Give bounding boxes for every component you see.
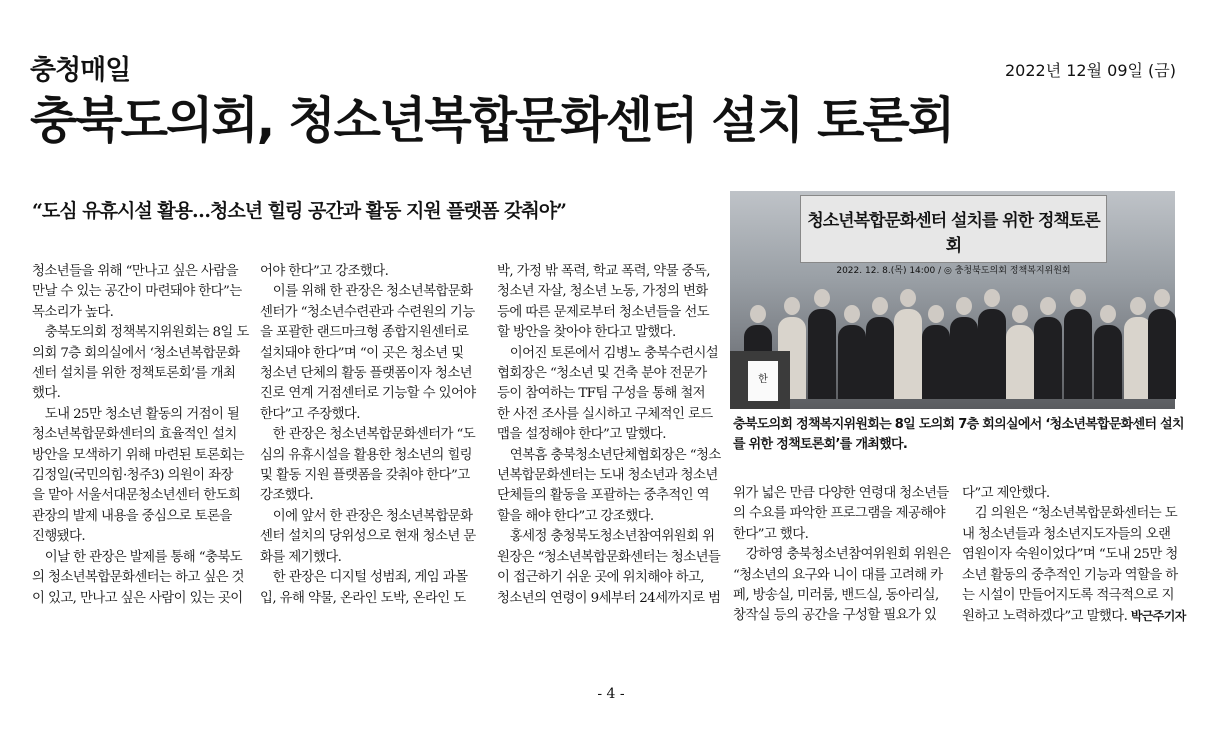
article-line: 심의 유휴시설을 활용한 청소년의 힐링 (260, 447, 472, 463)
article-line: 청소년의 연령이 9세부터 24세까지로 범 (497, 590, 721, 606)
article-line: 맵을 설정해야 한다”고 말했다. (497, 427, 666, 443)
person-head (844, 305, 860, 323)
article-line: 등이 참여하는 TF팀 구성을 통해 철저 (497, 386, 705, 402)
article-line: 청소년 단체의 활동 플랫폼이자 청소년 (260, 366, 472, 382)
article-line: 을 맡아 서울서대문청소년센터 한도희 (32, 488, 241, 504)
article-line: 한 관장은 디지털 성범죄, 게임 과몰 (260, 570, 468, 586)
person-figure (1094, 325, 1122, 399)
person-figure (808, 309, 836, 399)
article-line: 소년 활동의 중추적인 기능과 역할을 하 (962, 567, 1178, 583)
person-figure (838, 325, 866, 399)
article-line: 방안을 모색하기 위해 마련된 토론회는 (32, 447, 244, 463)
article-line: 센터 설치의 당위성으로 현재 청소년 문 (260, 529, 476, 545)
publication-date: 2022년 12월 09일 (금) (1004, 61, 1176, 80)
article-line: 년복합문화센터는 도내 청소년과 청소년 (497, 468, 718, 484)
person-figure (1006, 325, 1034, 399)
article-line: 한다”고 주장했다. (260, 406, 360, 422)
article-line: 내 청소년들과 청소년지도자들의 오랜 (962, 526, 1171, 542)
newspaper-name: 충청매일 (30, 55, 131, 86)
article-line: 김정일(국민의힘·청주3) 의원이 좌장 (32, 468, 233, 484)
person-head (956, 297, 972, 315)
person-head (1040, 297, 1056, 315)
article-line: 협회장은 “청소년 및 건축 분야 전문가 (497, 366, 707, 382)
name-sign: 한 (748, 361, 778, 401)
article-line: 다”고 제안했다. (962, 486, 1050, 501)
banner-subtitle: 2022. 12. 8.(목) 14:00 / ◎ 충청북도의회 정책복지위원회 (836, 266, 1071, 276)
article-line: 을 포괄한 랜드마크형 종합지원센터로 (260, 325, 469, 341)
article-line: 김 의원은 “청소년복합문화센터는 도 (962, 506, 1178, 522)
article-line: 센터 설치를 위한 정책토론회’를 개최 (32, 366, 236, 382)
person-head (984, 289, 1000, 307)
page-number: - 4 - (597, 686, 625, 702)
person-figure (1034, 317, 1062, 399)
article-line: 할 방안을 찾아야 한다고 말했다. (497, 325, 676, 341)
person-head (1154, 289, 1170, 307)
article-line: 이 있고, 만나고 싶은 사람이 있는 곳이 (32, 590, 243, 606)
article-line: 한 사전 조사를 실시하고 구체적인 로드 (497, 406, 713, 422)
article-line: 염원이자 숙원이었다”며 “도내 25만 청 (962, 547, 1178, 563)
article-line: 청소년들을 위해 “만나고 싶은 사람을 (32, 264, 238, 279)
article-line: 및 활동 지원 플랫폼을 갖춰야 한다”고 (260, 468, 470, 484)
person-figure (894, 309, 922, 399)
article-line: 이를 위해 한 관장은 청소년복합문화 (260, 284, 473, 300)
article-line: 도내 25만 청소년 활동의 거점이 될 (32, 406, 240, 422)
news-photo (730, 191, 1175, 409)
person-figure (866, 317, 894, 399)
article-line: 이날 한 관장은 발제를 통해 “충북도 (32, 549, 243, 565)
article-line: 원장은 “청소년복합문화센터는 청소년들 (497, 549, 721, 565)
person-head (1100, 305, 1116, 323)
person-figure (1064, 309, 1092, 399)
group-of-people (738, 259, 1168, 399)
article-line: 진로 연계 거점센터로 기능할 수 있어야 (260, 386, 476, 402)
photo-caption (733, 415, 1184, 455)
article-line: 진행됐다. (32, 529, 85, 545)
article-line: 한 관장은 청소년복합문화센터가 “도 (260, 427, 476, 443)
article-line: 원하고 노력하겠다”고 말했다. 박근주기자 (962, 609, 1186, 625)
article-line: 의 청소년복합문화센터는 하고 싶은 것 (32, 570, 244, 586)
person-figure (922, 325, 950, 399)
article-line: 했다. (32, 386, 61, 402)
person-head (1070, 289, 1086, 307)
article-line: 만날 수 있는 공간이 마련돼야 한다”는 (32, 284, 242, 300)
person-head (928, 305, 944, 323)
article-column-4 (733, 484, 951, 627)
person-figure (1148, 309, 1176, 399)
photo-banner (800, 195, 1107, 276)
article-line: 창작실 등의 공간을 구성할 필요가 있 (733, 608, 937, 624)
article-line: 박, 가정 밖 폭력, 학교 폭력, 약물 중독, (497, 264, 710, 279)
article-line: 화를 제기했다. (260, 549, 342, 565)
article-line: 위가 넓은 만큼 다양한 연령대 청소년들 (733, 486, 949, 501)
article-line: “청소년의 요구와 니이 대를 고려해 카 (733, 567, 943, 583)
article-line: 목소리가 높다. (32, 304, 114, 320)
article-line: 페, 방송실, 미러룸, 밴드실, 동아리실, (733, 588, 939, 604)
caption-line: 충북도의회 정책복지위원회는 8일 도의회 7층 회의실에서 ‘청소년복합문화센터 설치 (733, 417, 1184, 432)
article-line: 이어진 토론에서 김병노 충북수련시설 (497, 345, 719, 361)
article-line: 등에 따른 문제로부터 청소년들을 선도 (497, 304, 709, 320)
article-line: 충북도의회 정책복지위원회는 8일 도 (32, 325, 249, 341)
person-head (1130, 297, 1146, 315)
article-column-3 (497, 262, 721, 609)
article-line: 할을 해야 한다”고 강조했다. (497, 508, 654, 524)
person-head (814, 289, 830, 307)
person-figure (978, 309, 1006, 399)
person-head (784, 297, 800, 315)
article-line: 이에 앞서 한 관장은 청소년복합문화 (260, 508, 473, 524)
article-line: 이 접근하기 쉬운 곳에 위치해야 하고, (497, 570, 704, 586)
article-column-5 (962, 484, 1186, 628)
person-figure (950, 317, 978, 399)
article-line: 의회 7층 회의실에서 ‘청소년복합문화 (32, 345, 240, 361)
person-head (872, 297, 888, 315)
article-line: 청소년복합문화센터의 효율적인 설치 (32, 427, 237, 443)
person-head (900, 289, 916, 307)
article-line: 어야 한다”고 강조했다. (260, 264, 389, 279)
article-line: 홍세정 충청북도청소년참여위원회 위 (497, 529, 715, 545)
person-head (750, 305, 766, 323)
article-line: 센터가 “청소년수련관과 수련원의 기능 (260, 304, 475, 320)
article-line: 청소년 자살, 청소년 노동, 가정의 변화 (497, 284, 708, 300)
article-column-1 (32, 262, 249, 609)
article-column-2 (260, 262, 474, 609)
article-line: 단체들의 활동을 포괄하는 중추적인 역 (497, 488, 709, 504)
article-line: 는 시설이 만들어지도록 적극적으로 지 (962, 588, 1174, 604)
banner-title: 청소년복합문화센터 설치를 위한 정책토론회 (807, 211, 1100, 256)
headline: 충북도의회, 청소년복합문화센터 설치 토론회 (30, 92, 954, 149)
article-line: 입, 유해 약물, 온라인 도박, 온라인 도 (260, 590, 466, 606)
article-line: 설치돼야 한다”며 “이 곳은 청소년 및 (260, 345, 464, 361)
article-line: 강조했다. (260, 488, 313, 504)
article-line: 의 수요를 파악한 프로그램을 제공해야 (733, 506, 945, 522)
byline: 박근주기자 (1127, 609, 1186, 624)
article-line: 강하영 충북청소년참여위원회 위원은 (733, 547, 951, 563)
article-line: 연복흠 충북청소년단체협회장은 “청소 (497, 447, 721, 463)
caption-line: 를 위한 정책토론회’를 개최했다. (733, 437, 908, 452)
article-line: 관장의 발제 내용을 중심으로 토론을 (32, 508, 232, 524)
article-line: 한다”고 했다. (733, 526, 809, 542)
subheadline: “도심 유휴시설 활용…청소년 힐링 공간과 활동 지원 플랫폼 갖춰야” (32, 200, 566, 222)
person-head (1012, 305, 1028, 323)
